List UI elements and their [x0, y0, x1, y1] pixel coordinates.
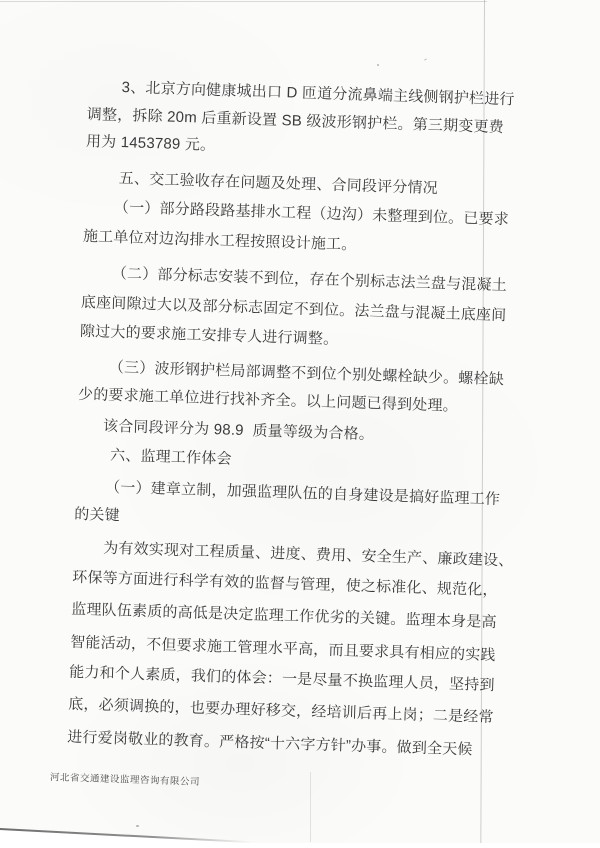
doc-line: （二）部分标志安装不到位，存在个别标志法兰盘与混凝土: [111, 264, 508, 295]
doc-line: 环保等方面进行科学有效的监督与管理，使之标准化、规范化，: [72, 568, 498, 600]
scan-speck: [424, 58, 427, 60]
doc-line: 进行爱岗敬业的教育。严格按“十六字方针”办事。做到全天候: [66, 728, 473, 759]
doc-line: （三）波形钢护栏局部调整不到位个别处螺栓缺少。螺栓缺: [108, 358, 505, 389]
doc-line: 3、北京方向健康城出口 D 匝道分流鼻端主线侧钢护栏进行: [121, 79, 515, 109]
scanner-background-strip: [0, 843, 600, 848]
doc-line: 五、交工验收存在问题及处理、合同段评分情况: [118, 170, 439, 198]
scan-speck: [136, 825, 139, 827]
doc-line: 施工单位对边沟排水工程按照设计施工。: [82, 227, 357, 254]
doc-line: （一）部分路段路基排水工程（边沟）未整理到位。已要求: [113, 198, 510, 229]
doc-line: 监理队伍素质的高低是决定监理工作优劣的关键。监理本身是高: [71, 600, 497, 632]
scan-speck: [377, 64, 379, 66]
doc-line: 用为 1453789 元。: [85, 132, 216, 155]
scan-top-edge-line: [0, 1, 487, 2]
document-text-block: [49, 77, 533, 848]
doc-line: （一）建章立制，加强监理队伍的自身建设是搞好监理工作: [104, 478, 501, 509]
doc-line: 隙过大的要求施工安排专人进行调整。: [79, 322, 339, 348]
page-footer-company-name: 河北省交通建设监理咨询有限公司: [49, 773, 201, 788]
doc-line: 能力和个人素质，我们的体会：一是尽量不换监理人员，坚持到: [69, 663, 495, 695]
doc-line: 底座间隙过大以及部分标志固定不到位。法兰盘与混凝土底座间: [80, 293, 507, 325]
doc-line: 调整，拆除 20m 后重新设置 SB 级波形钢护栏。第三期变更费: [86, 105, 505, 137]
doc-line: 底，必须调换的，也要办理好移交，经培训后再上岗；二是经常: [68, 695, 494, 727]
doc-line: 为有效实现对工程质量、进度、费用、安全生产、廉政建设、: [102, 539, 514, 570]
doc-line: 该合同段评分为 98.9 质量等级为合格。: [102, 417, 375, 444]
doc-line: 六、监理工作体会: [109, 446, 232, 468]
scan-speck: [230, 556, 232, 558]
doc-line: 智能活动，不但要求施工管理水平高，而且要求具有相应的实践: [69, 633, 496, 665]
doc-line: 的关键: [73, 505, 121, 525]
doc-line: 少的要求施工单位进行找补齐全。以上问题已得到处理。: [77, 385, 459, 415]
